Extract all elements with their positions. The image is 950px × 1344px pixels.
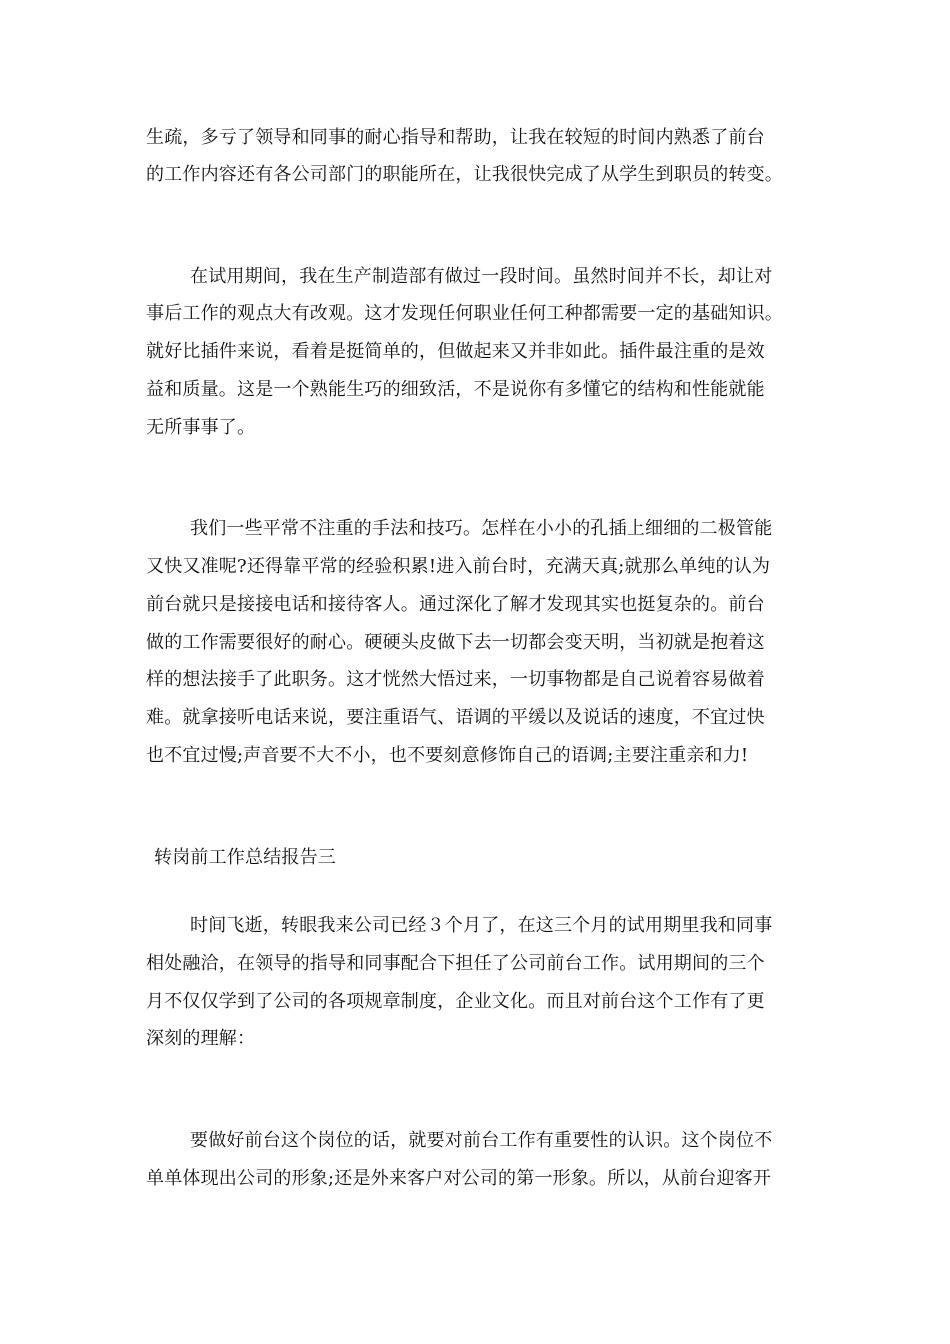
text-line: 前台就只是接接电话和接待客人。通过深化了解才发现其实也挺复杂的。前台 [146,594,765,615]
text-line: 我们一些平常不注重的手法和技巧。怎样在小小的孔插上细细的二极管能 [190,518,773,539]
section-title: 转岗前工作总结报告三 [154,847,336,868]
text-line: 也不宜过慢;声音要不大不小，也不要刻意修饰自己的语调;主要注重亲和力! [146,745,749,766]
text-line: 难。就拿接听电话来说，要注重语气、语调的平缓以及说话的速度，不宜过快 [146,707,765,728]
text-line: 益和质量。这是一个熟能生巧的细致活，不是说你有多懂它的结构和性能就能 [146,379,765,400]
text-line: 样的想法接手了此职务。这才恍然大悟过来，一切事物都是自己说着容易做着 [146,669,765,690]
text-line: 时间飞逝，转眼我来公司已经３个月了，在这三个月的试用期里我和同事 [190,915,773,936]
text-line: 事后工作的观点大有改观。这才发现任何职业任何工种都需要一定的基础知识。 [146,303,783,324]
text-line: 在试用期间，我在生产制造部有做过一段时间。虽然时间并不长，却让对 [190,266,773,287]
text-line: 单单体现出公司的形象;还是外来客户对公司的第一形象。所以，从前台迎客开 [146,1168,772,1189]
text-line: 就好比插件来说，看着是挺简单的，但做起来又并非如此。插件最注重的是效 [146,341,765,362]
text-line: 生疏，多亏了领导和同事的耐心指导和帮助，让我在较短的时间内熟悉了前台 [146,127,765,148]
text-line: 无所事事了。 [146,417,256,438]
text-line: 要做好前台这个岗位的话，就要对前台工作有重要性的认识。这个岗位不 [190,1130,773,1151]
text-line: 相处融洽，在领导的指导和同事配合下担任了公司前台工作。试用期间的三个 [146,953,765,974]
text-line: 月不仅仅学到了公司的各项规章制度，企业文化。而且对前台这个工作有了更 [146,991,765,1012]
text-line: 的工作内容还有各公司部门的职能所在，让我很快完成了从学生到职员的转变。 [146,164,783,185]
text-line: 又快又准呢?还得靠平常的经验积累!进入前台时，充满天真;就那么单纯的认为 [146,556,771,577]
text-line: 深刻的理解： [146,1028,256,1049]
text-line: 做的工作需要很好的耐心。硬硬头皮做下去一切都会变天明，当初就是抱着这 [146,632,765,653]
